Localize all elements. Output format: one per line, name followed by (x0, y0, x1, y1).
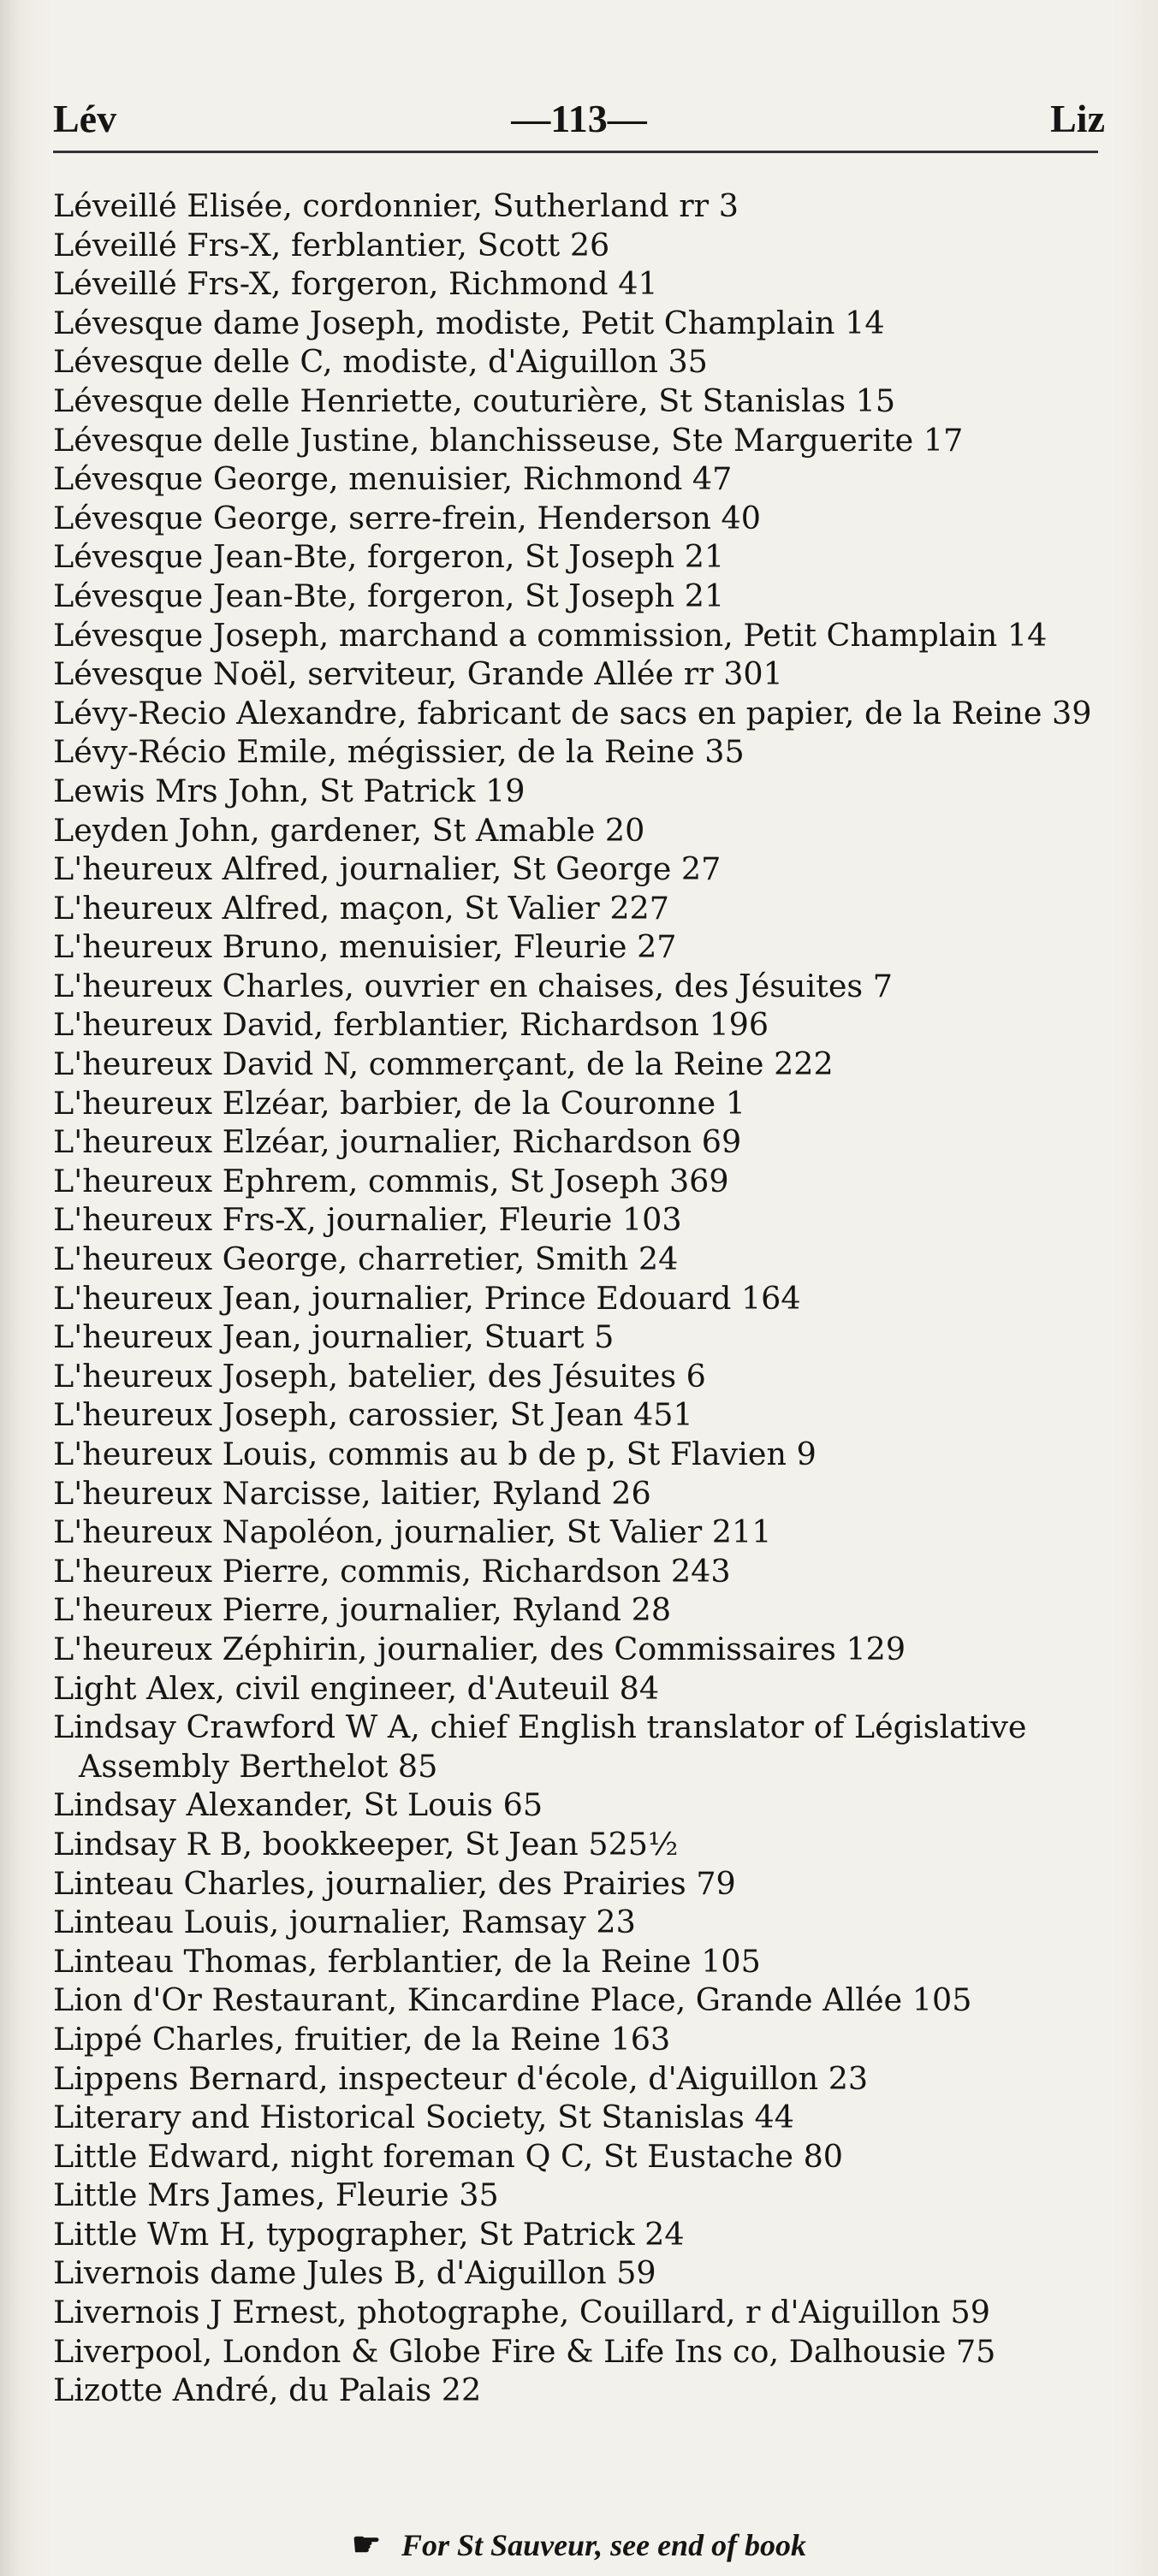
directory-entry: Lévesque George, menuisier, Richmond 47 (53, 460, 733, 498)
directory-entry: L'heureux Narcisse, laitier, Ryland 26 (53, 1474, 651, 1512)
directory-entry: Lévesque delle Justine, blanchisseuse, Ste Marguerite 17 (53, 421, 964, 459)
directory-entry: L'heureux Jean, journalier, Stuart 5 (53, 1318, 615, 1356)
directory-entry: Literary and Historical Society, St Stanislas 44 (53, 2099, 794, 2136)
directory-entry: Little Wm H, typographer, St Patrick 24 (53, 2215, 685, 2253)
directory-entry: Lion d'Or Restaurant, Kincardine Place, Grande Allée 105 (53, 1981, 972, 2019)
directory-entry: Lindsay Crawford W A, chief English translator of Législative Assembly Berthelot 85 (53, 1708, 1027, 1785)
directory-entry: L'heureux Napoléon, journalier, St Valier 211 (53, 1513, 772, 1551)
directory-entry: L'heureux Pierre, journalier, Ryland 28 (53, 1591, 672, 1629)
page-number: —113— (511, 97, 647, 140)
directory-entry: Light Alex, civil engineer, d'Auteuil 84 (53, 1669, 660, 1707)
directory-entry: Lévesque dame Joseph, modiste, Petit Champlain 14 (53, 304, 885, 341)
directory-entry: Leyden John, gardener, St Amable 20 (53, 811, 645, 849)
header-rule (53, 151, 1098, 153)
directory-entry: L'heureux David N, commerçant, de la Reine 222 (53, 1045, 834, 1083)
directory-entry: L'heureux Pierre, commis, Richardson 243 (53, 1552, 731, 1590)
directory-entry: L'heureux David, ferblantier, Richardson 196 (53, 1006, 769, 1044)
directory-entry: Lévy-Récio Emile, mégissier, de la Reine 35 (53, 733, 745, 771)
directory-entry: Léveillé Frs-X, ferblantier, Scott 26 (53, 226, 610, 264)
directory-entry: L'heureux Elzéar, journalier, Richardson 69 (53, 1123, 742, 1161)
directory-entry: Lévesque Jean-Bte, forgeron, St Joseph 21 (53, 577, 725, 614)
directory-entry: L'heureux Louis, commis au b de p, St Flavien 9 (53, 1436, 817, 1472)
directory-entry: Little Mrs James, Fleurie 35 (53, 2176, 499, 2214)
directory-entry: Linteau Louis, journalier, Ramsay 23 (53, 1904, 636, 1941)
directory-entry: Linteau Charles, journalier, des Prairies 79 (53, 1864, 736, 1902)
directory-entry: Lévesque Noël, serviteur, Grande Allée rr 301 (53, 655, 783, 693)
directory-entry: Lévy-Recio Alexandre, fabricant de sacs en papier, de la Reine 39 (53, 694, 1092, 731)
directory-entry: Livernois dame Jules B, d'Aiguillon 59 (53, 2254, 656, 2292)
directory-entry: L'heureux Bruno, menuisier, Fleurie 27 (53, 928, 677, 966)
directory-entry: Lévesque Jean-Bte, forgeron, St Joseph 21 (53, 538, 725, 576)
directory-entry: L'heureux Elzéar, barbier, de la Couronne 1 (53, 1084, 745, 1122)
directory-entries (53, 187, 1098, 2410)
directory-entry: Little Edward, night foreman Q C, St Eustache 80 (53, 2137, 844, 2175)
directory-entry: L'heureux Zéphirin, journalier, des Commissaires 129 (53, 1630, 906, 1667)
directory-entry: Lindsay Alexander, St Louis 65 (53, 1786, 543, 1824)
directory-entry: Lizotte André, du Palais 22 (53, 2372, 482, 2409)
directory-entry: L'heureux Jean, journalier, Prince Edouard 164 (53, 1279, 801, 1317)
directory-entry: Lippé Charles, fruitier, de la Reine 163 (53, 2020, 671, 2058)
page-header (53, 96, 1105, 147)
directory-entry: L'heureux Joseph, carossier, St Jean 451 (53, 1396, 693, 1434)
footer-note (0, 2526, 1158, 2564)
directory-entry: Lévesque delle Henriette, couturière, St Stanislas 15 (53, 382, 896, 419)
directory-entry: L'heureux Ephrem, commis, St Joseph 369 (53, 1162, 729, 1199)
header-right-guide-word: Liz (1050, 97, 1105, 140)
directory-entry: Livernois J Ernest, photographe, Couillard, r d'Aiguillon 59 (53, 2294, 990, 2331)
directory-entry: L'heureux Joseph, batelier, des Jésuites 6 (53, 1357, 706, 1395)
directory-entry: Lindsay R B, bookkeeper, St Jean 525½ (53, 1825, 679, 1862)
directory-entry: Léveillé Elisée, cordonnier, Sutherland rr 3 (53, 187, 739, 224)
directory-entry: Linteau Thomas, ferblantier, de la Reine 105 (53, 1942, 761, 1980)
directory-entry: L'heureux Charles, ouvrier en chaises, des Jésuites 7 (53, 967, 893, 1004)
directory-entry: L'heureux Frs-X, journalier, Fleurie 103 (53, 1201, 682, 1239)
directory-entry: Lévesque George, serre-frein, Henderson 40 (53, 499, 761, 536)
directory-entry: Lewis Mrs John, St Patrick 19 (53, 772, 526, 809)
directory-entry: L'heureux Alfred, maçon, St Valier 227 (53, 889, 670, 927)
directory-entry: L'heureux George, charretier, Smith 24 (53, 1241, 679, 1278)
directory-entry: L'heureux Alfred, journalier, St George 27 (53, 850, 722, 888)
header-left-guide-word: Lév (53, 97, 117, 140)
directory-entry: Lévesque Joseph, marchand a commission, Petit Champlain 14 (53, 616, 1048, 654)
directory-entry: Lippens Bernard, inspecteur d'école, d'Aiguillon 23 (53, 2059, 869, 2097)
directory-entry: Liverpool, London & Globe Fire & Life Ins co, Dalhousie 75 (53, 2332, 996, 2370)
pointing-hand-icon: ☛ (351, 2527, 382, 2563)
directory-entry: Lévesque delle C, modiste, d'Aiguillon 35 (53, 343, 708, 381)
footer-text: For St Sauveur, see end of book (401, 2528, 807, 2562)
directory-entry: Léveillé Frs-X, forgeron, Richmond 41 (53, 265, 658, 303)
